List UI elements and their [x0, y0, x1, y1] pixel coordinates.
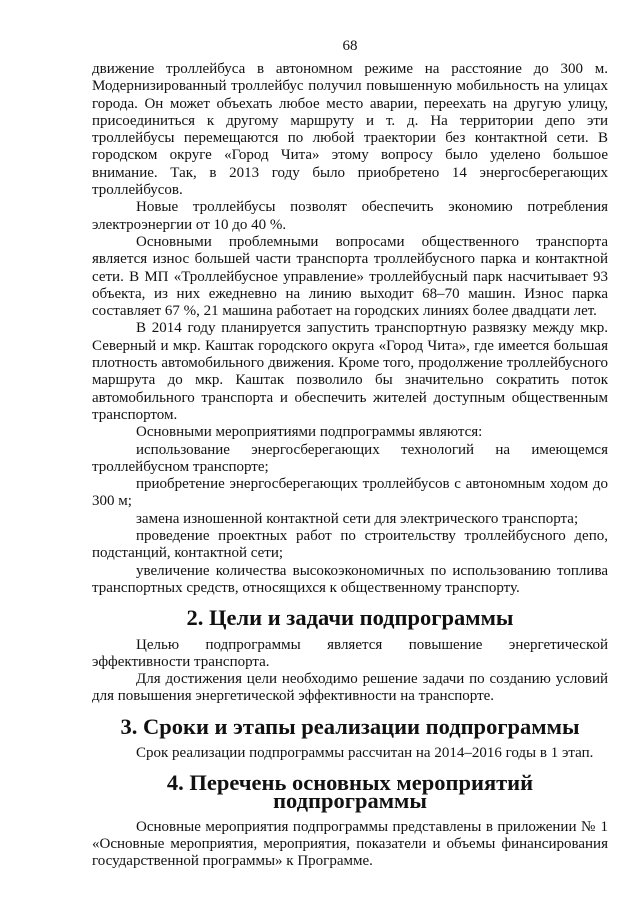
- list-item-design-works: проведение проектных работ по строительству троллейбусного депо, подстанций, контактной сети;: [92, 528, 608, 562]
- section-heading-goals: 2. Цели и задачи подпрограммы: [186, 605, 514, 631]
- list-item-economical-vehicles: увеличение количества высокоэкономичных по использованию топлива транспортных средств, относящихся к общественному транспорту.: [92, 562, 608, 596]
- section-heading-terms: 3. Сроки и этапы реализации подпрограммы: [120, 713, 580, 739]
- section-heading-measures-list: 4. Перечень основных мероприятий подпрограммы: [166, 770, 534, 813]
- list-item-energy-tech: использование энергосберегающих технологий на имеющемся троллейбусном транспорте;: [92, 441, 608, 475]
- paragraph-problems: Основными проблемными вопросами общественного транспорта является износ большей части транспорта троллейбусного парка и контактной сети. В МП «Троллейбусное управление» троллейбусный парк насчитывает 93 объекта, из них ежедневно на линию выходит 68–70 машин. Износ парка составляет 67 %, 21 машина работает на городских линиях более двадцати лет.: [92, 233, 608, 320]
- paragraph-goal: Целью подпрограммы является повышение энергетической эффективности транспорта.: [92, 636, 608, 670]
- document-page: [92, 38, 608, 871]
- paragraph-measures-appendix: Основные мероприятия подпрограммы представлены в приложении № 1 «Основные мероприятия, мероприятия, показатели и объемы финансирования государственной программы» к Программе.: [92, 818, 608, 870]
- page-number: 68: [342, 38, 358, 54]
- paragraph-main-measures-intro: Основными мероприятиями подпрограммы являются:: [136, 424, 483, 441]
- list-item-replace-network: замена изношенной контактной сети для электрического транспорта;: [136, 510, 579, 527]
- paragraph-plans-2014: В 2014 году планируется запустить транспортную развязку между мкр. Северный и мкр. Каштак городского округа «Город Чита», где имеется большая плотность автомобильного движения. Кроме того, продолжение троллейбусного маршрута до мкр. Каштак позволило бы значительно сократить поток автомобильного транспорта и обеспечить жителей доступным общественным транспортом.: [92, 320, 608, 423]
- paragraph-trolleybus-autonomous: движение троллейбуса в автономном режиме на расстояние до 300 м. Модернизированный троллейбус получил повышенную мобильность на улицах города. Он может объехать любое место аварии, переехать на другую улицу, присоединиться к другому маршруту и т. д. На территории депо эти троллейбусы перемещаются по любой траектории без контактной сети. В городском округе «Город Чита» этому вопросу было уделено большое внимание. Так, в 2013 году было приобретено 14 энергосберегающих троллейбусов.: [92, 61, 608, 199]
- list-item-purchase: приобретение энергосберегающих троллейбусов с автономным ходом до 300 м;: [92, 476, 608, 510]
- paragraph-energy-savings: Новые троллейбусы позволят обеспечить экономию потребления электроэнергии от 10 до 40 %.: [92, 199, 608, 233]
- paragraph-terms: Срок реализации подпрограммы рассчитан на 2014–2016 годы в 1 этап.: [136, 744, 594, 761]
- paragraph-task: Для достижения цели необходимо решение задачи по созданию условий для повышения энергетической эффективности на транспорте.: [92, 671, 608, 705]
